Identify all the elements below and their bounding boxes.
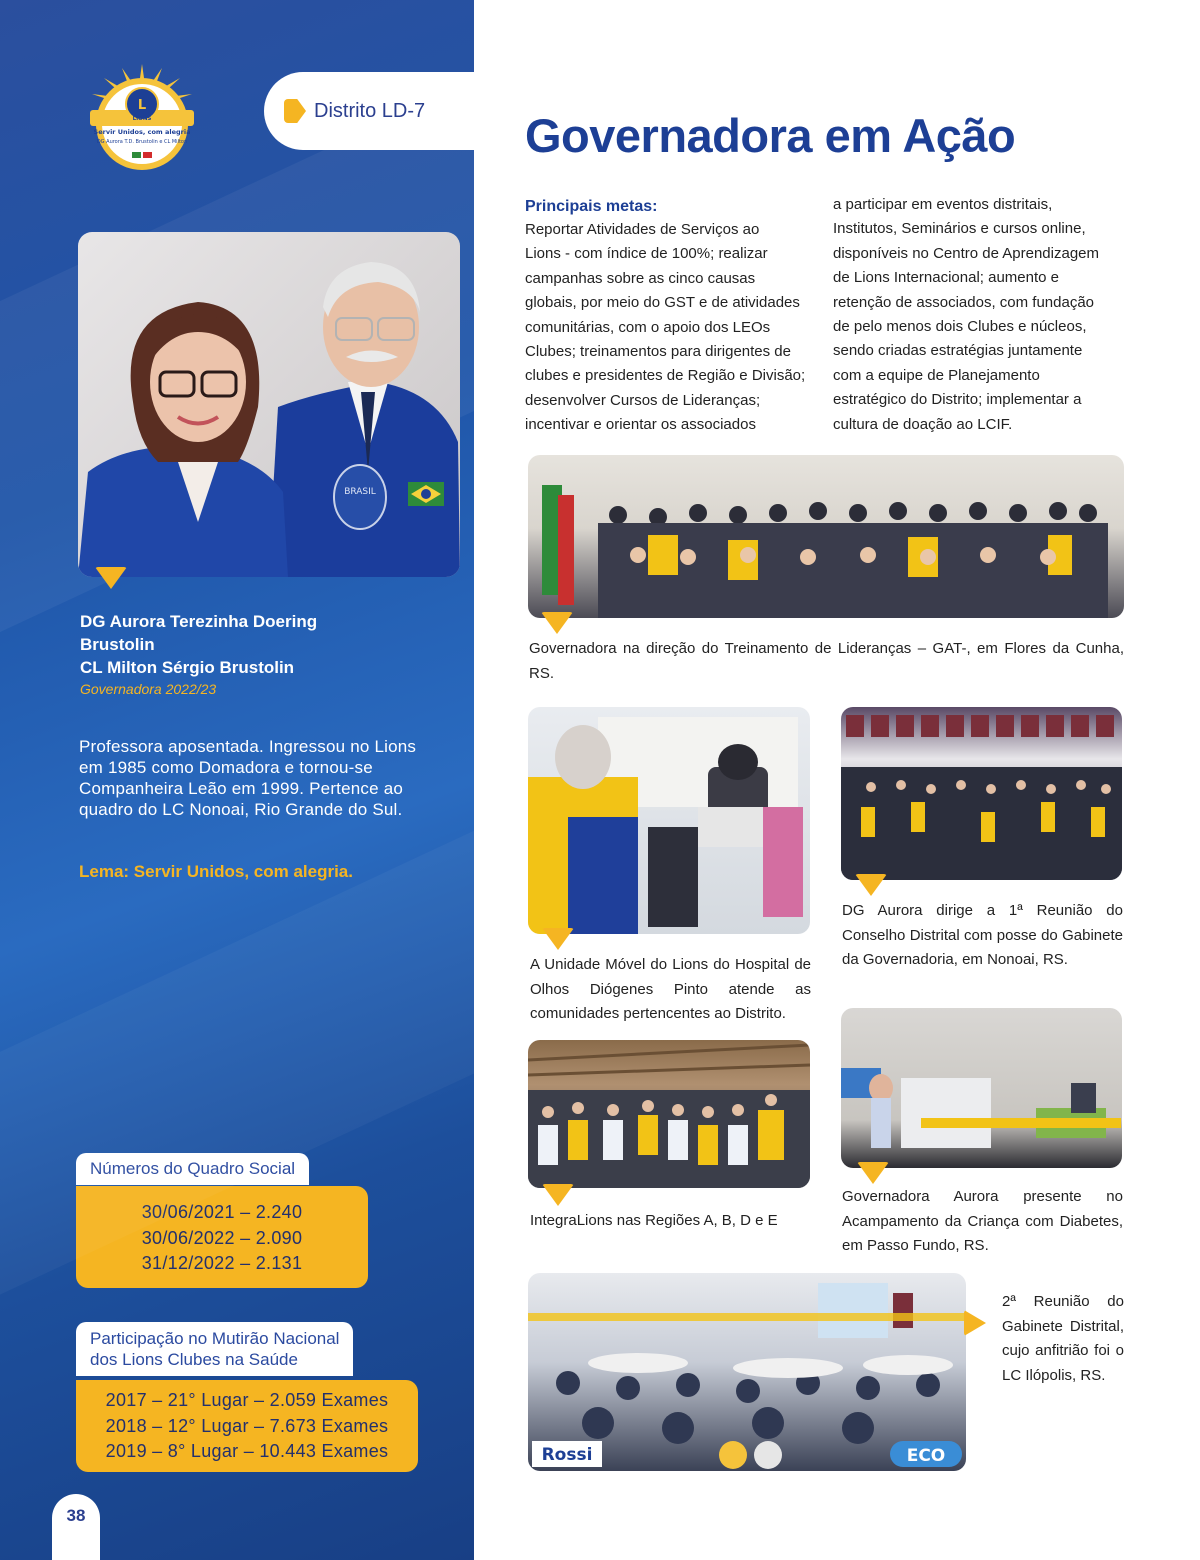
integralions-photo <box>528 1040 810 1188</box>
photo6-pointer-icon <box>964 1310 986 1336</box>
metas-line: incentivar e orientar os associados <box>525 416 756 434</box>
svg-text:BRASIL: BRASIL <box>344 487 376 497</box>
profile-names <box>80 610 460 699</box>
mutirao-title <box>76 1322 353 1376</box>
council-meeting-photo <box>841 707 1122 880</box>
governor-portrait-photo <box>78 232 460 577</box>
metas-line: de pelo menos dois Clubes e núcleos, <box>833 318 1087 336</box>
metas-column-2 <box>833 193 1125 437</box>
governor-bio: Professora aposentada. Ingressou no Lions em 1985 como Domadora e tornou-se Companheira Leão em 1999. Pertence ao quadro do LC Nonoai, Rio Grande do Sul. <box>79 737 417 819</box>
governor-name-line2: Brustolin <box>80 635 155 654</box>
metas-line: com a equipe de Planejamento <box>833 366 1040 384</box>
mutirao-title-line2: dos Lions Clubes na Saúde <box>90 1350 298 1369</box>
quadro-social-box <box>76 1186 368 1288</box>
metas-line: de Lions Internacional; aumento e <box>833 269 1059 287</box>
caption-integralions: IntegraLions nas Regiões A, B, D e E <box>530 1212 778 1229</box>
quadro-social-row: 30/06/2022 – 2.090 <box>141 1227 303 1248</box>
district-label: Distrito LD-7 <box>314 99 426 122</box>
metas-line: Institutos, Seminários e cursos online, <box>833 220 1086 238</box>
training-group-photo <box>528 455 1124 618</box>
metas-line: globais, por meio do GST e de atividades <box>525 294 800 312</box>
svg-text:Servir Unidos, com alegria: Servir Unidos, com alegria <box>93 128 191 136</box>
metas-line: disponíveis no Centro de Aprendizagem <box>833 244 1100 262</box>
district-arrow-icon <box>284 99 306 123</box>
quadro-social-row: 30/06/2021 – 2.240 <box>141 1202 303 1222</box>
svg-text:Rossi: Rossi <box>541 1445 593 1465</box>
mutirao-row: 2017 – 21° Lugar – 2.059 Exames <box>105 1390 389 1410</box>
metas-line: comunitárias, com o apoio dos LEOs <box>525 318 771 336</box>
metas-column-1 <box>525 196 817 438</box>
diabetes-camp-photo <box>841 1008 1122 1168</box>
mobile-unit-photo <box>528 707 810 934</box>
metas-line: campanhas sobre as cinco causas <box>525 269 756 287</box>
mutirao-title-line1: Participação no Mutirão Nacional <box>90 1329 340 1348</box>
companion-name: CL Milton Sérgio Brustolin <box>80 658 295 677</box>
mutirao-row: 2018 – 12° Lugar – 7.673 Exames <box>105 1415 389 1436</box>
svg-text:ECO: ECO <box>906 1446 946 1466</box>
caption-diabetes-camp: Governadora Aurora presente no Acampamento da Criança com Diabetes, em Passo Fundo, RS. <box>842 1188 1123 1254</box>
photo2-pointer-icon <box>542 928 574 950</box>
photo4-pointer-icon <box>542 1184 574 1206</box>
metas-line: a participar em eventos distritais, <box>833 196 1053 213</box>
svg-text:L: L <box>137 98 147 113</box>
photo1-pointer-icon <box>541 612 573 634</box>
metas-line: cultura de doação ao LCIF. <box>833 415 1013 433</box>
mutirao-row: 2019 – 8° Lugar – 10.443 Exames <box>105 1441 389 1461</box>
metas-line: Reportar Atividades de Serviços ao <box>525 221 760 238</box>
metas-line: Clubes; treinamentos para dirigentes de <box>525 343 791 361</box>
svg-text:DG Aurora T.D. Brustolin e CL: DG Aurora T.D. Brustolin e CL Milton <box>96 139 188 145</box>
caption-council: DG Aurora dirige a 1ª Reunião do Conselho Distrital com posse do Gabinete da Governadoria, em Nonoai, RS. <box>842 902 1123 968</box>
caption-training: Governadora na direção do Treinamento de Lideranças – GAT-, em Flores da Cunha, RS. <box>529 640 1124 682</box>
metas-line: Lions - com índice de 100%; realizar <box>525 245 768 263</box>
metas-line: sendo criadas estratégias juntamente <box>833 342 1083 360</box>
page-title: Governadora em Ação <box>525 109 1016 162</box>
portrait-pointer-icon <box>95 567 127 589</box>
left-panel <box>0 0 474 1560</box>
metas-line: estratégico do Distrito; implementar a <box>833 391 1082 409</box>
photo3-pointer-icon <box>855 874 887 896</box>
caption-cabinet: 2ª Reunião do Gabinete Distrital, cujo anfitrião foi o LC Ilópolis, RS. <box>1002 1293 1124 1384</box>
mutirao-box <box>76 1380 418 1472</box>
metas-line: retenção de associados, com fundação <box>833 293 1094 311</box>
quadro-social-row: 31/12/2022 – 2.131 <box>141 1253 303 1273</box>
quadro-social-title: Números do Quadro Social <box>76 1153 309 1185</box>
metas-line: desenvolver Cursos de Lideranças; <box>525 391 761 409</box>
metas-heading: Principais metas: <box>525 198 658 215</box>
caption-mobile-unit: A Unidade Móvel do Lions do Hospital de Olhos Diógenes Pinto atende as comunidades pertencentes ao Distrito. <box>530 956 811 1022</box>
governor-role: Governadora 2022/23 <box>80 681 217 697</box>
governor-name-line1: DG Aurora Terezinha Doering <box>80 612 318 631</box>
district-tab <box>264 72 484 150</box>
svg-text:LIONS: LIONS <box>132 116 152 122</box>
lions-district-logo <box>84 62 200 174</box>
photo5-pointer-icon <box>857 1162 889 1184</box>
cabinet-meeting-photo <box>528 1273 966 1471</box>
metas-line: clubes e presidentes de Região e Divisão; <box>525 367 806 385</box>
page-number: 38 <box>52 1494 100 1560</box>
governor-motto: Lema: Servir Unidos, com alegria. <box>79 862 353 881</box>
